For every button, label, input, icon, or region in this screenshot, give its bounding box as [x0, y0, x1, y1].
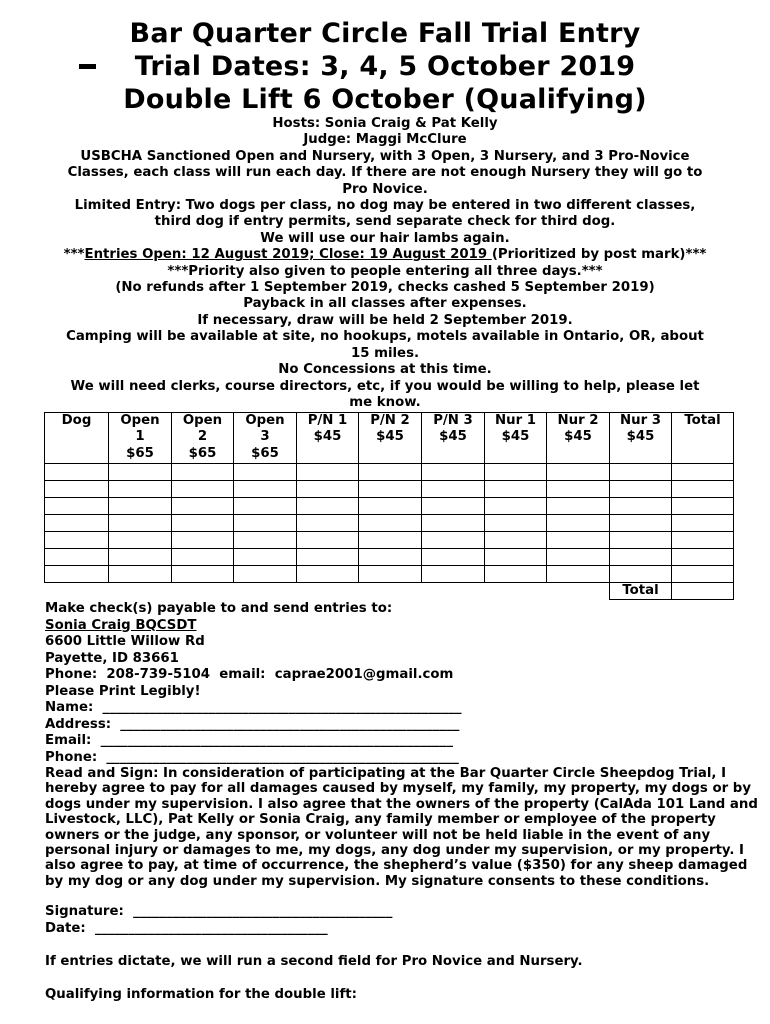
table-cell[interactable]	[297, 481, 359, 498]
email-field[interactable]: Email: _____________________________________________________	[45, 733, 453, 748]
table-cell[interactable]	[234, 498, 297, 515]
table-cell[interactable]	[109, 566, 172, 583]
table-cell[interactable]	[672, 464, 734, 481]
table-cell[interactable]	[610, 498, 672, 515]
priority-text: ***Priority also given to people entering all three days.***	[167, 263, 603, 279]
table-cell[interactable]	[672, 481, 734, 498]
concessions-text: No Concessions at this time.	[278, 362, 492, 378]
sanctioned-line-3: Pro Novice.	[342, 181, 428, 197]
table-cell[interactable]	[485, 566, 547, 583]
table-row	[45, 498, 734, 515]
second-field-note: If entries dictate, we will run a second field for Pro Novice and Nursery.	[45, 954, 583, 969]
hosts-text: Hosts: Sonia Craig & Pat Kelly	[272, 116, 498, 131]
table-total-row	[45, 583, 734, 600]
table-cell[interactable]	[172, 464, 234, 481]
table-cell[interactable]	[234, 515, 297, 532]
table-cell[interactable]	[172, 566, 234, 583]
lambs-text: We will use our hair lambs again.	[260, 230, 510, 246]
clerks-line-2: me know.	[349, 394, 421, 410]
entries-underlined: Entries Open: 12 August 2019; Close: 19 August 2019	[84, 247, 492, 263]
entries-suffix: (Prioritized by post mark)***	[491, 247, 707, 263]
sanctioned-line-2: Classes, each class will run each day. If there are not enough Nursery they will go to	[67, 165, 703, 181]
phone-field[interactable]: Phone: _____________________________________________________	[45, 749, 459, 765]
table-cell[interactable]	[45, 515, 109, 532]
city-address: Payette, ID 83661	[45, 650, 179, 666]
header-cell: Open 1 $65	[109, 413, 172, 464]
table-cell[interactable]	[234, 566, 297, 583]
contact-info: Phone: 208-739-5104 email: caprae2001@gmail.com	[45, 667, 454, 682]
table-cell[interactable]	[610, 481, 672, 498]
payee-name: Sonia Craig BQCSDT	[45, 617, 197, 633]
signature-block	[45, 904, 735, 937]
table-cell[interactable]	[109, 498, 172, 515]
table-cell[interactable]	[547, 498, 610, 515]
table-cell[interactable]	[422, 532, 485, 549]
table-cell[interactable]	[297, 498, 359, 515]
table-cell[interactable]	[672, 532, 734, 549]
table-cell[interactable]	[547, 464, 610, 481]
table-cell[interactable]	[610, 532, 672, 549]
table-cell[interactable]	[485, 481, 547, 498]
table-cell[interactable]	[672, 515, 734, 532]
table-cell[interactable]	[234, 481, 297, 498]
table-row	[45, 532, 734, 549]
table-cell[interactable]	[485, 464, 547, 481]
clerks-line-1: We will need clerks, course directors, etc, if you would be willing to help, please let	[70, 378, 700, 394]
table-cell[interactable]	[485, 532, 547, 549]
camping-line-1: Camping will be available at site, no hookups, motels available in Ontario, OR, about	[66, 329, 704, 345]
table-cell[interactable]	[359, 464, 422, 481]
table-cell[interactable]	[45, 498, 109, 515]
table-cell[interactable]	[297, 566, 359, 583]
table-row	[45, 549, 734, 566]
waiver-text: Read and Sign: In consideration of participating at the Bar Quarter Circle Sheepdog Trial, I hereby agree to pay for all damages caused by myself, my family, my property, my dogs or by dogs under my supervision. I also agree that the owners of the property (CalAda 101 Land and Livestock, LLC), Pat Kelly or Sonia Craig, any family member or employee of the property owners or the judge, any sponsor, or volunteer will not be held liable in the event of any personal injury or damages to me, my dogs, any dog under my supervision, or my property. I also agree to pay, at time of occurrence, the shepherd’s value ($350) for any sheep damaged by my dog or any dog under my supervision. My signature consents to these conditions.	[45, 766, 758, 889]
table-cell[interactable]	[547, 532, 610, 549]
table-cell[interactable]	[610, 515, 672, 532]
table-cell[interactable]	[359, 532, 422, 549]
table-cell[interactable]	[172, 481, 234, 498]
signature-field[interactable]: Signature: _______________________________________	[45, 904, 393, 919]
table-cell[interactable]	[109, 481, 172, 498]
table-cell[interactable]	[359, 549, 422, 566]
table-cell[interactable]	[172, 532, 234, 549]
header-cell: P/N 3 $45	[422, 413, 485, 464]
header-cell: Open 3 $65	[234, 413, 297, 464]
table-cell[interactable]	[485, 549, 547, 566]
table-cell[interactable]	[547, 549, 610, 566]
table-cell[interactable]	[547, 515, 610, 532]
title-line-3: Double Lift 6 October (Qualifying)	[123, 84, 647, 115]
table-cell[interactable]	[45, 481, 109, 498]
header-cell: P/N 2 $45	[359, 413, 422, 464]
table-cell[interactable]	[172, 498, 234, 515]
header-cell: Total	[672, 413, 734, 464]
header-cell: Dog	[45, 413, 109, 464]
total-label: Total	[610, 583, 672, 600]
table-row	[45, 515, 734, 532]
camping-line-2: 15 miles.	[350, 345, 420, 361]
table-cell[interactable]	[45, 464, 109, 481]
payment-instruction: Make check(s) payable to and send entries to:	[45, 601, 393, 616]
table-cell[interactable]	[109, 532, 172, 549]
table-cell[interactable]	[297, 515, 359, 532]
draw-text: If necessary, draw will be held 2 September 2019.	[197, 312, 573, 328]
table-cell[interactable]	[610, 549, 672, 566]
print-legibly: Please Print Legibly!	[45, 683, 201, 699]
header-cell: Nur 2 $45	[547, 413, 610, 464]
table-cell[interactable]	[422, 566, 485, 583]
header-cell: Open 2 $65	[172, 413, 234, 464]
entries-dates	[38, 247, 732, 263]
table-cell[interactable]	[297, 464, 359, 481]
table-cell[interactable]	[485, 498, 547, 515]
table-cell[interactable]	[422, 464, 485, 481]
info-block	[38, 116, 732, 411]
table-row	[45, 566, 734, 583]
table-cell[interactable]	[422, 549, 485, 566]
grand-total-cell[interactable]	[672, 583, 734, 600]
header-cell: P/N 1 $45	[297, 413, 359, 464]
entry-table	[44, 412, 734, 600]
table-cell[interactable]	[547, 481, 610, 498]
table-cell[interactable]	[359, 498, 422, 515]
table-cell[interactable]	[610, 464, 672, 481]
table-cell[interactable]	[610, 566, 672, 583]
header-cell: Nur 1 $45	[485, 413, 547, 464]
table-cell[interactable]	[485, 515, 547, 532]
qualifying-heading: Qualifying information for the double lift:	[45, 987, 357, 1002]
table-cell[interactable]	[672, 549, 734, 566]
table-cell[interactable]	[234, 549, 297, 566]
payback-text: Payback in all classes after expenses.	[243, 296, 527, 312]
limited-line-1: Limited Entry: Two dogs per class, no dog may be entered in two different classes,	[74, 198, 696, 214]
header-cell: Nur 3 $45	[610, 413, 672, 464]
table-cell[interactable]	[45, 532, 109, 549]
table-cell[interactable]	[422, 481, 485, 498]
table-row	[45, 481, 734, 498]
table-cell[interactable]	[422, 515, 485, 532]
table-cell[interactable]	[109, 515, 172, 532]
table-cell[interactable]	[109, 464, 172, 481]
table-cell[interactable]	[297, 532, 359, 549]
table-cell[interactable]	[672, 566, 734, 583]
table-cell[interactable]	[359, 566, 422, 583]
judge-text: Judge: Maggi McClure	[303, 132, 467, 148]
table-cell[interactable]	[45, 566, 109, 583]
date-field[interactable]: Date: ___________________________________	[45, 920, 328, 936]
entries-prefix: ***	[63, 247, 85, 263]
table-cell[interactable]	[297, 549, 359, 566]
table-cell[interactable]	[45, 549, 109, 566]
address-field[interactable]: Address: ___________________________________________________	[45, 716, 460, 732]
table-cell[interactable]	[422, 498, 485, 515]
payment-block	[45, 601, 735, 766]
sanctioned-line-1: USBCHA Sanctioned Open and Nursery, with 3 Open, 3 Nursery, and 3 Pro-Novice	[80, 148, 690, 164]
table-cell[interactable]	[547, 566, 610, 583]
table-header-row	[45, 413, 734, 464]
table-cell[interactable]	[234, 464, 297, 481]
street-address: 6600 Little Willow Rd	[45, 634, 205, 649]
table-cell[interactable]	[359, 481, 422, 498]
refunds-text: (No refunds after 1 September 2019, checks cashed 5 September 2019)	[115, 280, 655, 296]
title-line-2: Trial Dates: 3, 4, 5 October 2019	[134, 51, 636, 82]
table-cell[interactable]	[109, 549, 172, 566]
table-cell[interactable]	[172, 515, 234, 532]
table-cell[interactable]	[172, 549, 234, 566]
name-field[interactable]: Name: ______________________________________________________	[45, 700, 462, 715]
table-cell[interactable]	[672, 498, 734, 515]
table-cell[interactable]	[234, 532, 297, 549]
limited-line-2: third dog if entry permits, send separate check for third dog.	[154, 214, 616, 230]
table-row	[45, 464, 734, 481]
title-line-1: Bar Quarter Circle Fall Trial Entry	[129, 18, 641, 49]
table-cell[interactable]	[359, 515, 422, 532]
